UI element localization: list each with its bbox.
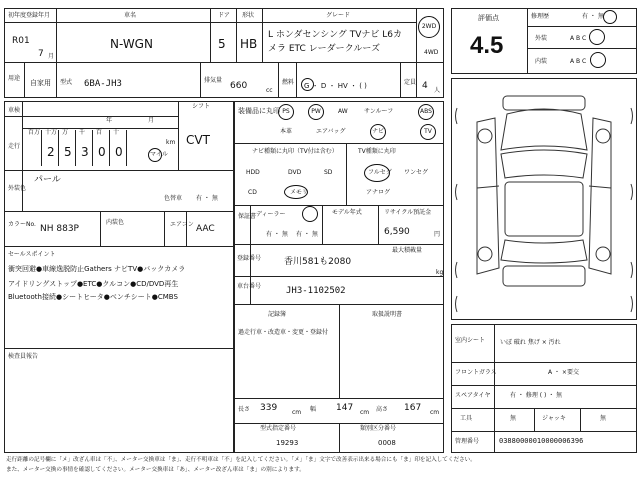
height-label: 高さ (376, 406, 389, 413)
wheel-rear-right (596, 247, 610, 261)
car-diagram (451, 78, 637, 320)
rear-bumper-shape (503, 266, 585, 286)
width-label: 幅 (310, 406, 317, 413)
jack: 無 (600, 415, 607, 422)
reg-date-label: 初年度登録年月 (8, 12, 51, 19)
rear-glass-shape (501, 240, 587, 263)
inspection-year-unit: 年 (106, 117, 113, 124)
inspector-report-label: 検査員報告 (8, 353, 39, 360)
navi-option-memory: メモリ (290, 189, 309, 196)
exterior-color-label: 外装色 (8, 185, 27, 192)
footer-note-2: また、メーター交換の事情を確認してください。メーター交換車は「あ」、メーター改ざん車は「ま」の別によります。 (6, 467, 305, 473)
color-change-options: 有 ・ 無 (196, 195, 218, 202)
length-label: 長さ (238, 406, 251, 413)
score-value: 4.5 (470, 32, 504, 59)
record-book-label: 記録簿 (268, 311, 287, 318)
ac: AAC (196, 224, 215, 234)
sales-points-label: セールスポイント (8, 251, 56, 258)
exterior-grades: A B C (570, 35, 587, 42)
shape: HB (240, 37, 258, 51)
interior-color-label: 内装色 (106, 219, 125, 226)
warranty-options: 有 ・ 無 (296, 231, 318, 238)
drive-2wd: 2WD (418, 16, 440, 38)
doors: 5 (218, 37, 226, 51)
wheel-front-left (478, 129, 492, 143)
color-number-label: カラーNo. (8, 221, 36, 228)
inspection-label: 車検 (8, 107, 21, 114)
sales-point-2: アイドリングストップ●ETC●クルコン●CD/DVD再生 (8, 280, 179, 288)
warranty-label: 保証書 (238, 213, 257, 220)
tools-label: 工具 (460, 415, 473, 422)
equipment-item: ABS (418, 104, 434, 120)
footer-note-1: 走行距離の記号欄に「メ」改ざん車は「不」、メーター交換車は「ま」、走行不明車は「不」を記入してください。「メ」「ま」文字で改善表示出来る場合にも「ま」印を記入してください。 (6, 457, 476, 463)
grade-line-1: L ホンダセンシング TVナビ L6カ (268, 30, 403, 40)
displacement-unit: cc (266, 87, 273, 94)
doors-label: ドア (218, 12, 230, 19)
odometer-digit: 5 (64, 145, 72, 159)
color-number: NH 883P (40, 224, 79, 234)
exterior-color: パール (34, 175, 61, 185)
odometer-digits (26, 130, 162, 168)
odometer-unit-header: 万 (62, 129, 69, 136)
interior-grades: A B C (570, 58, 587, 65)
roof-shape (505, 182, 583, 236)
displacement: 660 (230, 81, 248, 91)
category-number: 0008 (378, 439, 396, 447)
odometer-unit-header: 百万 (28, 129, 41, 136)
ac-label: エアコン (170, 221, 194, 228)
grade-label: グレード (326, 12, 351, 19)
equipment-item: PW (308, 104, 324, 120)
dealer-options: 有 ・ 無 (266, 231, 288, 238)
odometer-digit: 0 (115, 145, 123, 159)
front-bumper-shape (503, 96, 585, 110)
color-change-label: 色替車 (164, 195, 183, 202)
tv-type-label: TV種類に丸印 (358, 148, 396, 155)
odometer-digit: 2 (47, 145, 55, 159)
odometer-digit: 3 (81, 145, 89, 159)
odometer-unit-header: 千 (79, 129, 86, 136)
odometer-unit-header: 百 (96, 129, 103, 136)
reg-month: 7 (38, 49, 44, 59)
fuel-label: 燃料 (282, 79, 295, 86)
dealer-selected-mark (302, 206, 318, 222)
front-glass-label: フロントガラス (455, 369, 497, 376)
chassis-number: JH3-1102502 (286, 286, 346, 296)
odometer-digit: 0 (98, 145, 106, 159)
seat-label: 室内シート (455, 337, 486, 344)
equipment-label: 装備品に丸印 (238, 107, 280, 115)
model: 6BA-JH3 (84, 79, 122, 89)
shape-label: 形状 (242, 12, 255, 19)
interior-selected-mark (590, 52, 606, 68)
odometer-label: 走行 (8, 143, 21, 150)
equipment-item: PS (278, 104, 294, 120)
grade-line-2: メラ ETC レーダークルーズ (268, 44, 380, 54)
use-label: 用途 (8, 75, 21, 82)
fuel-selected-mark (301, 78, 314, 91)
repair-options: 有 ・ 無 (582, 13, 604, 20)
equipment-row-2 (272, 124, 440, 140)
car-name: N-WGN (110, 37, 153, 51)
length: 339 (260, 403, 278, 413)
wheel-front-right (596, 129, 610, 143)
hood-shape (501, 109, 587, 150)
capacity-unit: 人 (434, 87, 441, 94)
repair-label: 修理歴 (531, 13, 550, 20)
plate-number: 香川581も2080 (284, 257, 352, 267)
chassis-label: 車台番号 (237, 283, 262, 290)
dealer-label: ディーラー (256, 211, 286, 218)
sales-point-3: Bluetooth接続●シートヒータ●ベンチシート●CMBS (8, 293, 178, 301)
reg-era: R01 (12, 36, 30, 46)
equipment-item: ナビ (370, 124, 386, 140)
shift-label: シフト (192, 103, 211, 110)
jack-label: ジャッキ (542, 415, 566, 422)
navi-selected-mark (284, 185, 308, 199)
wheel-rear-left (478, 247, 492, 261)
spare-tire-options: 有 ・ 修理 ( ) ・ 無 (510, 392, 563, 399)
type-number-label: 型式指定番号 (260, 425, 297, 432)
repair-selected-mark (603, 10, 617, 24)
car-name-label: 車名 (124, 12, 137, 19)
score-label: 評価点 (478, 14, 499, 22)
navi-option-cd: CD (248, 189, 257, 196)
navi-option-hdd: HDD (246, 169, 260, 176)
exterior-label: 外装 (535, 35, 548, 42)
tv-option-oneseg: ワンセグ (404, 169, 429, 176)
type-number: 19293 (276, 439, 299, 447)
odometer-unit-header: 十万 (45, 129, 58, 136)
plate-label: 登録番号 (237, 255, 262, 262)
navi-option-dvd: DVD (288, 169, 302, 176)
model-year-label: モデル年式 (332, 209, 362, 216)
equipment-row-1 (272, 104, 440, 120)
shift: CVT (186, 133, 210, 147)
record-note: 過走行車・改造車・変更・登録付 (238, 329, 329, 336)
capacity-label: 定員 (404, 79, 417, 86)
navi-option-sd: SD (324, 169, 333, 176)
sales-point-1: 衝突回避●車線逸脱防止Gathers ナビTV●バックカメラ (8, 265, 186, 273)
odometer-km-mark (148, 148, 162, 162)
manual-label: 取扱説明書 (372, 311, 403, 318)
spare-tire-label: スペアタイヤ (455, 392, 491, 399)
recycle-fee: 6,590 (384, 227, 410, 237)
equipment-item: サンルーフ (364, 108, 394, 115)
tv-selected-mark (364, 164, 390, 182)
max-load-unit: kg (436, 269, 444, 276)
equipment-item: エアバッグ (316, 128, 346, 135)
length-unit: cm (292, 409, 302, 416)
equipment-item: TV (420, 124, 436, 140)
odometer-unit-header: 十 (113, 129, 120, 136)
height: 167 (404, 403, 422, 413)
reg-month-unit: 月 (48, 53, 55, 60)
odometer-mile-label: マイル (150, 151, 168, 158)
windshield-shape (501, 150, 587, 178)
tv-option-analog: アナログ (366, 189, 391, 196)
equipment-item: AW (338, 108, 348, 115)
max-load-label: 最大積載量 (392, 247, 423, 254)
front-glass-options: A ・ ×要交 (548, 369, 579, 376)
management-number-label: 管理番号 (455, 438, 480, 445)
displacement-label: 排気量 (204, 77, 223, 84)
height-unit: cm (430, 409, 440, 416)
use: 自家用 (30, 79, 51, 87)
tv-option-fullseg: フルセグ (368, 169, 392, 176)
recycle-unit: 円 (434, 231, 441, 238)
odometer-unit: km (166, 139, 176, 146)
width-unit: cm (360, 409, 370, 416)
equipment-item: 本革 (280, 128, 293, 135)
capacity: 4 (422, 81, 428, 91)
recycle-label: リサイクル預託金 (384, 209, 432, 216)
tools: 無 (510, 415, 517, 422)
fuel-options: G ・ D ・ HV ・ ( ) (304, 82, 367, 90)
category-number-label: 類別区分番号 (360, 425, 397, 432)
model-label: 型式 (60, 79, 73, 86)
drive-4wd: 4WD (424, 49, 439, 56)
management-number: 03880000010000006396 (499, 437, 584, 445)
interior-label: 内装 (535, 58, 548, 65)
inspection-month-unit: 月 (148, 117, 155, 124)
exterior-selected-mark (589, 29, 605, 45)
width: 147 (336, 403, 354, 413)
seat-options: いぼ 破れ 焦げ × 汚れ (500, 339, 561, 346)
navi-type-label: ナビ種類に丸印（TV付は含む） (252, 148, 338, 155)
